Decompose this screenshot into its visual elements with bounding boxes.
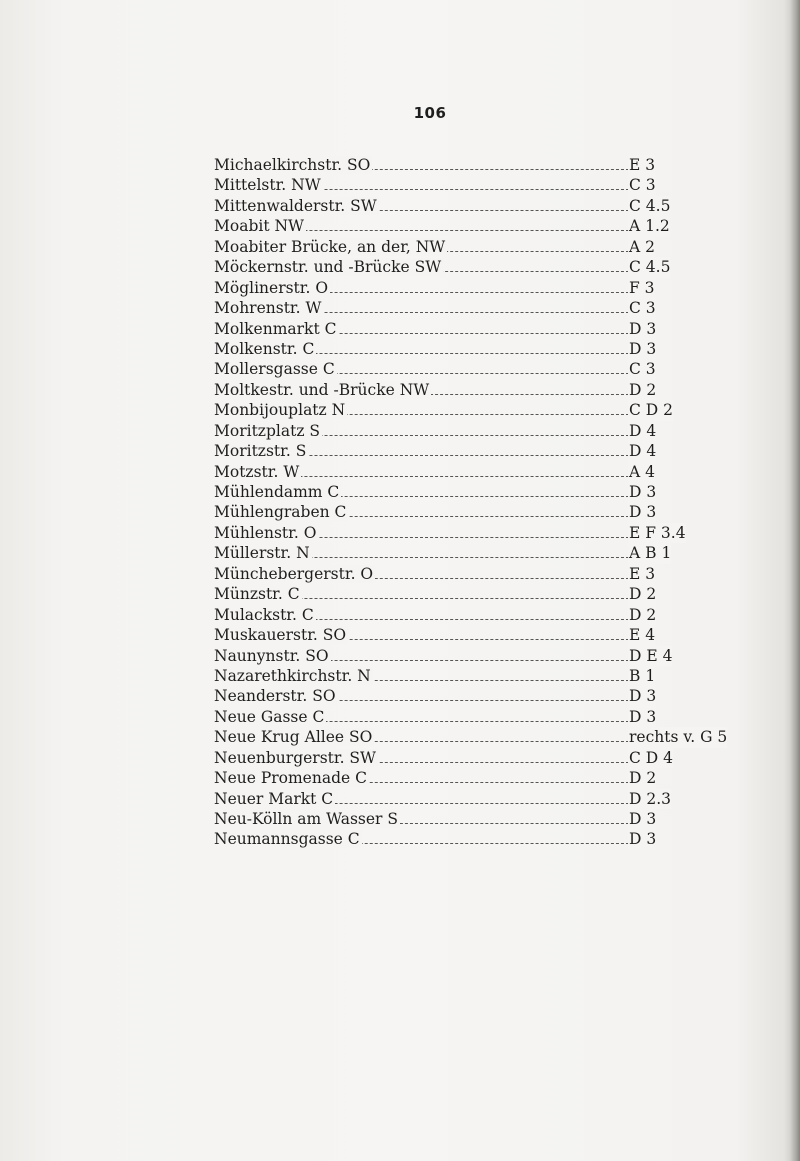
street-name: Neue Promenade C: [214, 769, 367, 788]
index-entry: [214, 155, 714, 175]
street-name: Molkenstr. C: [214, 339, 315, 358]
grid-reference: E 4: [629, 626, 656, 645]
grid-reference: C D 2: [629, 401, 674, 420]
grid-reference: rechts v. G 5: [629, 728, 728, 747]
street-name: Neuenburgerstr. SW: [214, 748, 376, 767]
index-entry: [214, 482, 714, 502]
index-entry: [214, 686, 714, 706]
street-name: Moltkestr. und -Brücke NW: [214, 380, 430, 399]
index-entry: [214, 298, 714, 318]
grid-reference: A B 1: [629, 544, 672, 563]
index-entry: [214, 789, 714, 809]
grid-reference: D 2.3: [629, 789, 672, 808]
index-entry: [214, 502, 714, 522]
grid-reference: D 2: [629, 380, 657, 399]
index-entry: [214, 319, 714, 339]
street-name: Neue Gasse C: [214, 707, 325, 726]
grid-reference: D 4: [629, 421, 657, 440]
street-name: Moritzstr. S: [214, 442, 307, 461]
index-entry: [214, 237, 714, 257]
index-entry: [214, 339, 714, 359]
page-edge-shadow: [790, 0, 800, 1161]
street-name: Moabit NW: [214, 217, 304, 236]
grid-reference: D 2: [629, 585, 657, 604]
street-name: Mulackstr. C: [214, 605, 314, 624]
street-name: Mollersgasse C: [214, 360, 335, 379]
grid-reference: D 3: [629, 810, 657, 828]
grid-reference: D E 4: [629, 646, 673, 665]
index-entry: [214, 441, 714, 461]
street-name: Neuer Markt C: [214, 789, 334, 808]
street-name: Mühlenstr. O: [214, 523, 317, 542]
grid-reference: D 3: [629, 319, 657, 338]
street-name: Müllerstr. N: [214, 544, 310, 563]
index-entry: [214, 523, 714, 543]
street-name: Michaelkirchstr. SO: [214, 156, 371, 174]
grid-reference: C 3: [629, 299, 656, 318]
index-entry: [214, 809, 714, 829]
index-entry: [214, 462, 714, 482]
street-name: Möckernstr. und -Brücke SW: [214, 258, 442, 277]
street-name: Mühlendamm C: [214, 483, 340, 501]
grid-reference: E F 3.4: [629, 523, 686, 542]
street-name: Moritzplatz S: [214, 421, 321, 440]
grid-reference: A 1.2: [629, 217, 670, 236]
grid-reference: A 2: [629, 237, 655, 256]
grid-reference: F 3: [629, 278, 655, 297]
street-name: Münzstr. C: [214, 585, 300, 604]
index-entry: [214, 543, 714, 563]
index-entry: [214, 400, 714, 420]
street-name: Muskauerstr. SO: [214, 626, 347, 645]
index-entry: [214, 175, 714, 195]
street-name: Neu-Kölln am Wasser S: [214, 810, 399, 828]
street-name: Möglinerstr. O: [214, 278, 329, 297]
grid-reference: D 3: [629, 830, 657, 849]
grid-reference: D 2: [629, 769, 657, 788]
index-entry: [214, 605, 714, 625]
street-name: Molkenmarkt C: [214, 319, 337, 338]
grid-reference: C 3: [629, 176, 656, 195]
index-entry: [214, 829, 714, 849]
index-entry: [214, 257, 714, 277]
street-name: Nazarethkirchstr. N: [214, 666, 371, 685]
street-name: Naunynstr. SO: [214, 646, 329, 665]
grid-reference: D 3: [629, 483, 657, 501]
grid-reference: C D 4: [629, 748, 674, 767]
grid-reference: D 4: [629, 442, 657, 461]
street-name: Monbijouplatz N: [214, 401, 346, 420]
street-name: Neue Krug Allee SO: [214, 728, 373, 747]
grid-reference: D 2: [629, 605, 657, 624]
grid-reference: D 3: [629, 687, 657, 706]
index-entry: [214, 646, 714, 666]
index-entry: [214, 564, 714, 584]
grid-reference: A 4: [629, 462, 655, 481]
page-number: 106: [413, 104, 447, 122]
street-name: Neumannsgasse C: [214, 830, 360, 849]
grid-reference: B 1: [629, 666, 656, 685]
index-entry: [214, 216, 714, 236]
street-name: Mittelstr. NW: [214, 176, 321, 195]
grid-reference: E 3: [629, 564, 656, 583]
index-entry: [214, 625, 714, 645]
index-entry: [214, 727, 728, 747]
grid-reference: C 3: [629, 360, 656, 379]
street-name: Moabiter Brücke, an der, NW: [214, 237, 446, 256]
index-entry: [214, 359, 714, 379]
street-name: Motzstr. W: [214, 462, 300, 481]
grid-reference: C 4.5: [629, 258, 671, 277]
index-entry: [214, 584, 714, 604]
street-name: Neanderstr. SO: [214, 687, 336, 706]
grid-reference: D 3: [629, 707, 657, 726]
index-entry: [214, 707, 714, 727]
index-entry: [214, 748, 714, 768]
index-entry: [214, 666, 714, 686]
index-entry: [214, 278, 714, 298]
index-entry: [214, 421, 714, 441]
grid-reference: D 3: [629, 339, 657, 358]
street-name: Mohrenstr. W: [214, 299, 322, 318]
index-entry: [214, 768, 714, 788]
grid-reference: D 3: [629, 503, 657, 522]
street-name: Münchebergerstr. O: [214, 564, 374, 583]
grid-reference: E 3: [629, 156, 656, 174]
grid-reference: C 4.5: [629, 196, 671, 215]
index-entry: [214, 380, 714, 400]
index-entry: [214, 196, 714, 216]
street-index-list: [214, 155, 728, 850]
street-name: Mittenwalderstr. SW: [214, 196, 377, 215]
street-name: Mühlengraben C: [214, 503, 347, 522]
